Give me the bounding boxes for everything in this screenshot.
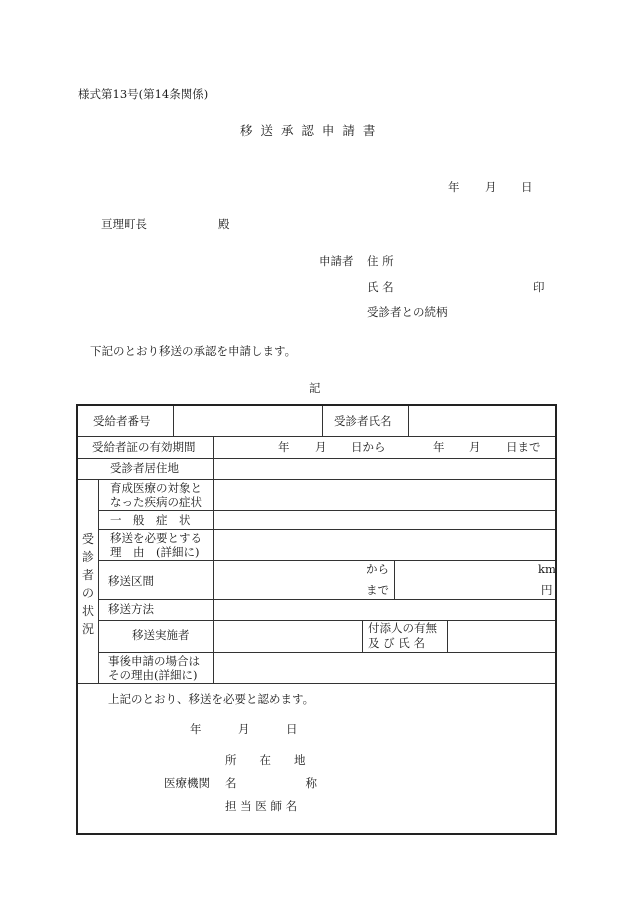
disease-label-line1: 育成医療の対象と [110,481,202,495]
ki-label: 記 [309,381,321,395]
intro-text: 下記のとおり移送の承認を申請します。 [90,344,297,358]
route-to-label: まで [366,583,389,597]
approval-text: 上記のとおり、移送を必要と認めます。 [108,692,315,706]
post-application-line2: その理由(詳細に) [108,668,198,682]
reason-label-line2: 理 由 (詳細に) [110,545,200,559]
col-divider [322,406,323,436]
addressee: 亘理町長 [101,217,147,231]
operator-label: 移送実施者 [132,628,190,642]
applicant-label: 申請者 [319,254,354,268]
application-form-table [76,404,557,835]
honorific: 殿 [218,217,230,231]
row-divider [98,652,555,653]
row-divider [98,529,555,530]
approval-year-label: 年 [190,722,202,736]
row-divider [98,620,555,621]
approval-day-label: 日 [286,722,298,736]
recipient-number-label: 受給者番号 [93,414,151,428]
patient-address-label: 受診者居住地 [110,461,179,475]
name-label: 氏 名 [367,280,394,294]
col-divider [447,620,448,652]
col-divider [362,620,363,652]
reason-label-line1: 移送を必要とする [110,531,202,545]
status-vertical-label: 受 診 者 の 状 況 [81,532,94,636]
post-application-line1: 事後申請の場合は [108,654,200,668]
seal-mark: 印 [533,280,545,294]
row-divider [98,560,555,561]
period-year-2: 年 [433,440,445,454]
row-divider [78,436,555,437]
route-label: 移送区間 [108,574,154,588]
method-label: 移送方法 [108,602,154,616]
general-symptoms-label: 一 般 症 状 [110,513,191,527]
page-title: 移 送 承 認 申 請 書 [240,123,376,138]
period-month-1: 月 [315,440,327,454]
approval-month-label: 月 [238,722,250,736]
col-divider [213,436,214,683]
form-number: 様式第13号(第14条関係) [78,87,209,101]
period-to: 日まで [506,440,541,454]
row-divider [78,479,555,480]
institution-name-label: 名 称 [225,776,317,790]
period-year-1: 年 [278,440,290,454]
patient-name-label: 受診者氏名 [334,414,392,428]
date-year-label: 年 [448,180,460,194]
col-divider [408,406,409,436]
relation-label: 受診者との続柄 [367,305,448,319]
period-from: 日から [351,440,386,454]
row-divider [78,683,555,684]
address-label: 住 所 [367,254,394,268]
row-divider [98,510,555,511]
col-divider [98,479,99,683]
row-divider [78,458,555,459]
km-unit: km [538,562,556,576]
route-from-label: から [366,562,389,576]
doctor-name-label: 担 当 医 師 名 [225,799,298,813]
institution-label: 医療機関 [164,776,210,790]
period-month-2: 月 [469,440,481,454]
col-divider [394,560,395,599]
location-label: 所 在 地 [225,753,306,767]
attendant-label-line2: 及 び 氏 名 [368,636,425,650]
disease-label-line2: なった疾病の症状 [110,495,202,509]
validity-period-label: 受給者証の有効期間 [92,440,196,454]
col-divider [173,406,174,436]
row-divider [98,599,555,600]
attendant-label-line1: 付添人の有無 [368,621,437,635]
date-day-label: 日 [521,180,533,194]
date-month-label: 月 [485,180,497,194]
yen-unit: 円 [541,583,553,597]
